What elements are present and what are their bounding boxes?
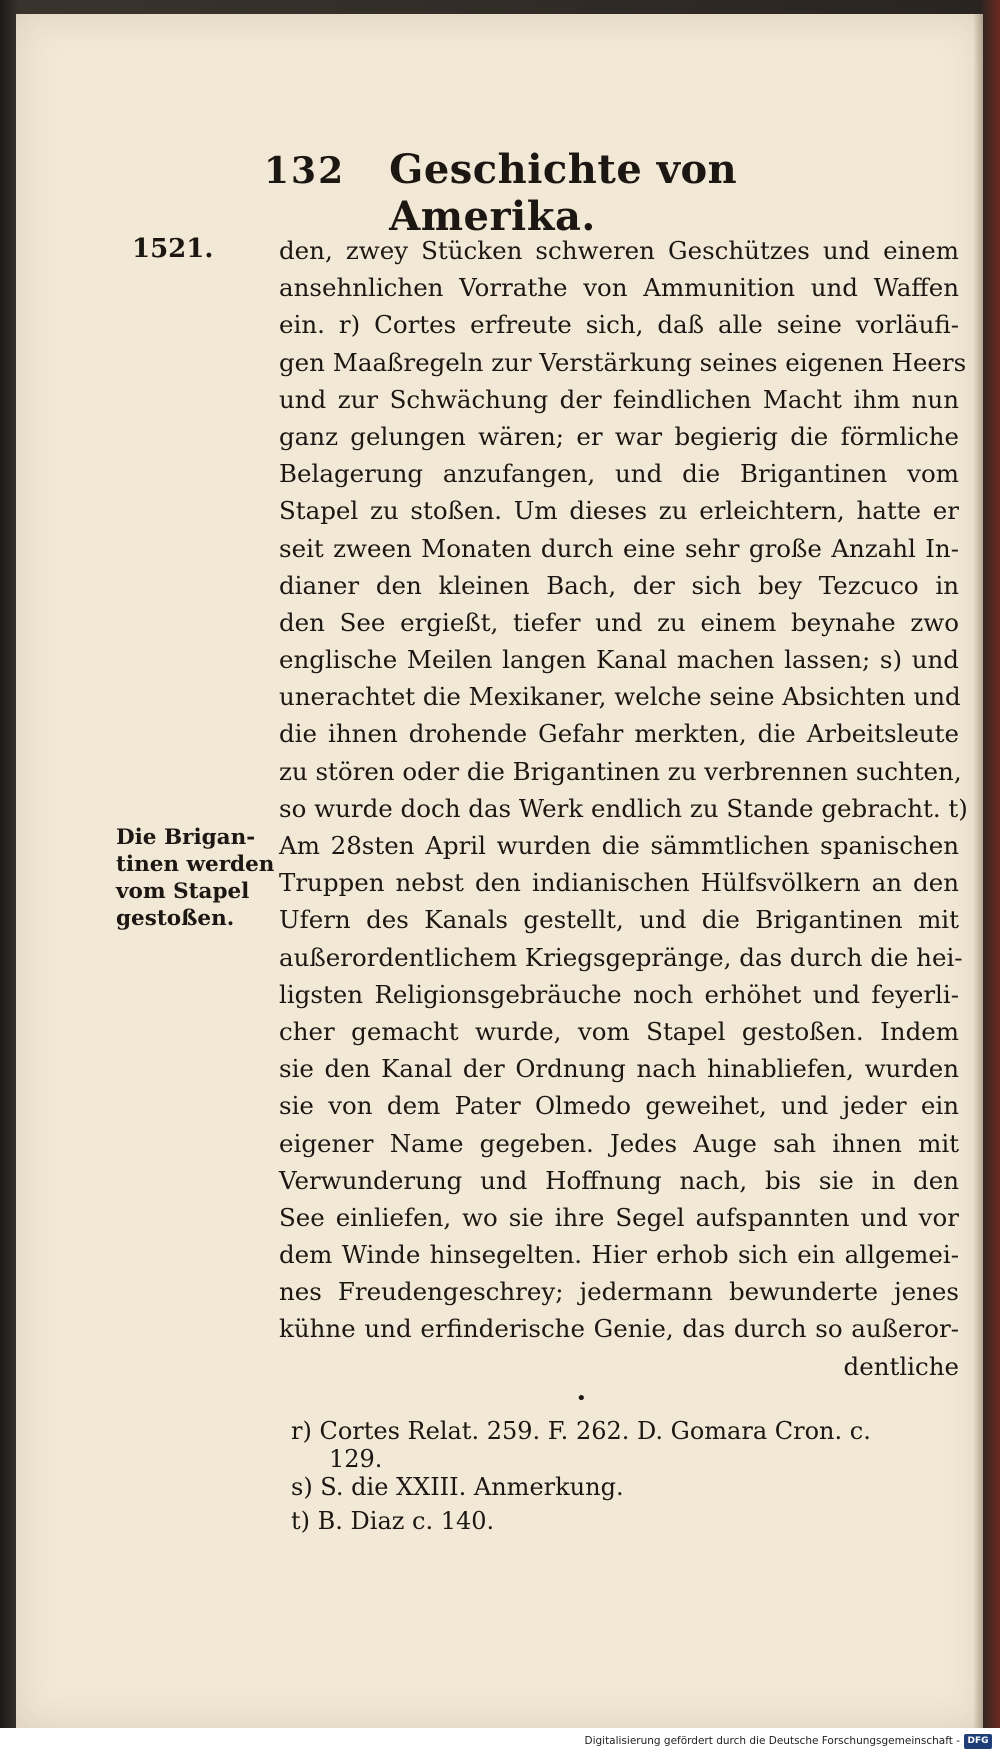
margin-note-line: gestoßen. — [116, 906, 235, 931]
footnote: s) S. die XXIII. Anmerkung. — [291, 1473, 624, 1501]
footer-credit: Digitalisierung gefördert durch die Deutsche Forschungsgemeinschaft - — [584, 1735, 960, 1747]
body-line: englische Meilen langen Kanal machen lassen; s) und — [279, 645, 959, 675]
body-line: Stapel zu stoßen. Um dieses zu erleichtern, hatte er — [279, 496, 959, 526]
body-line: und zur Schwächung der feindlichen Macht ihm nun — [279, 384, 959, 414]
running-head: Geschichte von Amerika. — [389, 146, 738, 240]
body-line: Truppen nebst den indianischen Hülfsvölkern an den — [279, 868, 959, 898]
body-line: so wurde doch das Werk endlich zu Stande gebracht. t) — [279, 793, 968, 823]
dfg-logo: DFG — [964, 1734, 992, 1749]
body-line: See einliefen, wo sie ihre Segel aufspannten und vor — [279, 1202, 959, 1232]
page-header — [264, 146, 824, 240]
body-line: nes Freudengeschrey; jedermann bewunderte jenes — [279, 1277, 959, 1307]
footnotes — [291, 1414, 961, 1538]
footnote-continuation: 129. — [329, 1445, 383, 1473]
body-line: Belagerung anzufangen, und die Brigantinen vom — [279, 459, 959, 489]
footer-bar — [0, 1728, 1000, 1757]
body-line: Am 28sten April wurden die sämmtlichen spanischen — [279, 831, 959, 860]
body-line: Verwunderung und Hoffnung nach, bis sie in den — [279, 1165, 959, 1195]
separator-mark: • — [576, 1388, 587, 1409]
body-line: sie von dem Pater Olmedo geweihet, und jeder ein — [279, 1091, 959, 1121]
catchword: dentliche — [843, 1351, 959, 1381]
body-line: gen Maaßregeln zur Verstärkung seines eigenen Heers — [279, 347, 967, 377]
body-line: ein. r) Cortes erfreute sich, daß alle seine vorläufi- — [279, 310, 959, 340]
body-line: unerachtet die Mexikaner, welche seine Absichten und — [279, 682, 961, 712]
body-text — [279, 232, 968, 1385]
page-number: 132 — [264, 150, 346, 192]
margin-note-line: tinen werden — [116, 852, 275, 877]
body-line: ansehnlichen Vorrathe von Ammunition und Waffen — [279, 273, 959, 303]
margin-note — [116, 824, 286, 932]
body-line: eigener Name gegeben. Jedes Auge sah ihnen mit — [279, 1128, 959, 1158]
body-line: dianer den kleinen Bach, der sich bey Tezcuco in — [279, 570, 959, 600]
body-line: die ihnen drohende Gefahr merkten, die Arbeitsleute — [279, 719, 959, 749]
body-line: zu stören oder die Brigantinen zu verbrennen suchten, — [279, 756, 962, 786]
body-line: kühne und erfinderische Genie, das durch so außeror- — [279, 1314, 959, 1344]
body-line: ligsten Religionsgebräuche noch erhöhet und feyerli- — [279, 979, 959, 1009]
body-line: den, zwey Stücken schweren Geschützes und einem — [279, 236, 959, 265]
body-line: außerordentlichem Kriegsgepränge, das durch die hei- — [279, 942, 963, 972]
margin-note-line: Die Brigan- — [116, 825, 256, 850]
body-line: dem Winde hinsegelten. Hier erhob sich ein allgemei- — [279, 1240, 959, 1270]
body-line: Ufern des Kanals gestellt, und die Brigantinen mit — [279, 905, 959, 935]
body-line: ganz gelungen wären; er war begierig die förmliche — [279, 421, 959, 451]
body-line: seit zween Monaten durch eine sehr große Anzahl In- — [279, 533, 959, 563]
margin-note-line: vom Stapel — [116, 879, 250, 904]
body-line: cher gemacht wurde, vom Stapel gestoßen. Indem — [279, 1016, 959, 1046]
body-line: den See ergießt, tiefer und zu einem beynahe zwo — [279, 607, 959, 637]
footnote: t) B. Diaz c. 140. — [291, 1507, 495, 1535]
margin-year: 1521. — [132, 234, 214, 264]
book-page — [16, 14, 983, 1728]
body-line: sie den Kanal der Ordnung nach hinabliefen, wurden — [279, 1054, 959, 1084]
footnote: r) Cortes Relat. 259. F. 262. D. Gomara Cron. c. — [291, 1417, 871, 1445]
